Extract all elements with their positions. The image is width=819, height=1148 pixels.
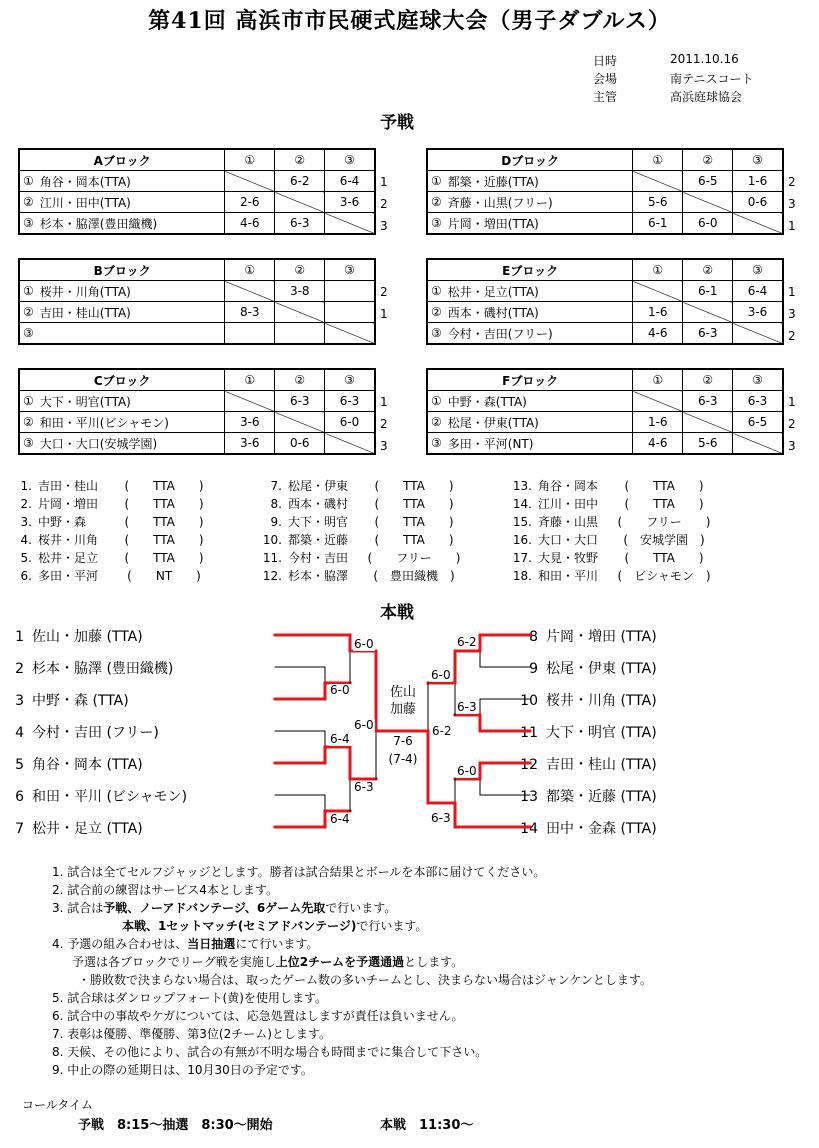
col-header: ② xyxy=(275,259,325,281)
note-emphasis: 予戦、ノーアドバンテージ、6ゲーム先取 xyxy=(103,901,326,915)
block-rank: 2 xyxy=(788,417,796,431)
score-cell: 6-1 xyxy=(683,281,733,302)
block-rank: 3 xyxy=(788,197,796,211)
seed-org: ( フリー ) xyxy=(617,515,711,529)
row-number: ② xyxy=(427,302,445,323)
seed-number: 14. xyxy=(512,497,532,511)
note-number: 3. xyxy=(52,901,64,915)
bracket-score: 6-3 xyxy=(354,780,374,794)
seed-team: 西本・磯村 xyxy=(288,497,349,511)
seed-number: 18. xyxy=(512,569,532,583)
seed-org: ( フリー ) xyxy=(367,551,461,565)
team-name: 中野・森(TTA) xyxy=(445,391,633,412)
note-number: 2. xyxy=(52,883,64,897)
draw-number: 14 xyxy=(520,821,538,837)
draw-number: 2 xyxy=(15,661,24,677)
seed-team: 松尾・伊東 xyxy=(288,479,349,493)
seed-org: ( TTA ) xyxy=(124,497,204,511)
block-name: Aブロック xyxy=(19,149,225,171)
score-cell: 6-5 xyxy=(733,412,783,433)
note-text: 表彰は優勝、準優勝、第3位(2チーム)とします。 xyxy=(67,1027,331,1041)
seed-number: 2. xyxy=(20,497,32,511)
score-cell: 8-3 xyxy=(225,302,275,323)
col-header: ① xyxy=(633,149,683,171)
seed-team: 中野・森 xyxy=(38,515,87,529)
seed-org: ( ビシャモン ) xyxy=(617,569,711,583)
note-text: 試合前の練習はサービス4本とします。 xyxy=(67,883,278,897)
bracket-score: 6-3 xyxy=(431,811,451,825)
block-rank: 1 xyxy=(380,175,388,189)
row-number: ① xyxy=(19,281,37,302)
info-host-label: 主管 xyxy=(593,90,618,104)
score-cell: 1-6 xyxy=(733,171,783,192)
seed-org: ( NT ) xyxy=(127,569,201,583)
seed-number: 9. xyxy=(270,515,282,529)
block-rank: 1 xyxy=(788,285,796,299)
score-cell: 1-6 xyxy=(633,302,683,323)
block-name: Cブロック xyxy=(19,369,225,391)
score-cell: 5-6 xyxy=(683,433,733,455)
note-number: 7. xyxy=(52,1027,64,1041)
info-host-value: 高浜庭球協会 xyxy=(670,90,743,104)
col-header: ② xyxy=(683,149,733,171)
note-number: 9. xyxy=(52,1063,64,1077)
seed-team: 吉田・桂山 xyxy=(38,479,99,493)
note-text: 試合中の事故やケガについては、応急処置はしますが責任は負いません。 xyxy=(67,1009,464,1023)
draw-team: 中野・森 (TTA) xyxy=(32,693,129,709)
col-header: ① xyxy=(225,369,275,391)
seed-org: ( TTA ) xyxy=(374,479,454,493)
team-name: 和田・平川(ビシャモン) xyxy=(37,412,225,433)
block-rank: 3 xyxy=(788,439,796,453)
draw-team: 今村・吉田 (フリー) xyxy=(32,725,159,741)
prelim-heading: 予戦 xyxy=(380,113,414,133)
note-line xyxy=(52,1043,487,1060)
col-header: ② xyxy=(275,149,325,171)
draw-team: 桜井・川角 (TTA) xyxy=(546,693,657,709)
draw-team: 松井・足立 (TTA) xyxy=(32,821,143,837)
score-cell: 6-1 xyxy=(633,213,683,235)
seed-number: 8. xyxy=(270,497,282,511)
draw-number: 12 xyxy=(520,757,538,773)
final-score: 7-6 xyxy=(393,734,413,748)
block-rank: 1 xyxy=(788,395,796,409)
row-number: ① xyxy=(19,391,37,412)
seed-team: 杉本・脇澤 xyxy=(288,569,349,583)
note-text: で行います。 xyxy=(325,901,397,915)
seed-number: 4. xyxy=(20,533,32,547)
note-line xyxy=(78,971,652,988)
note-number: 4. xyxy=(52,937,64,951)
score-cell: 6-0 xyxy=(683,213,733,235)
block-rank: 2 xyxy=(788,329,796,343)
block-rank: 2 xyxy=(380,197,388,211)
champion-name-1: 佐山 xyxy=(389,685,416,700)
seed-team: 桜井・川角 xyxy=(38,533,99,547)
note-line xyxy=(52,1025,331,1042)
block-rank: 2 xyxy=(380,285,388,299)
draw-team: 都築・近藤 (TTA) xyxy=(546,789,657,805)
draw-team: 田中・金森 (TTA) xyxy=(546,821,657,837)
row-number: ② xyxy=(427,192,445,213)
team-name: 吉田・桂山(TTA) xyxy=(37,302,225,323)
row-number: ① xyxy=(427,391,445,412)
call-time-label: コールタイム xyxy=(22,1098,94,1112)
seed-org: ( TTA ) xyxy=(624,497,704,511)
team-name: 松井・足立(TTA) xyxy=(445,281,633,302)
score-cell: 1-6 xyxy=(633,412,683,433)
seed-org: ( TTA ) xyxy=(374,533,454,547)
note-line xyxy=(52,881,278,898)
call-time-prelim: 予戦 8:15～抽選 8:30～開始 xyxy=(78,1118,273,1133)
score-cell: 6-3 xyxy=(683,391,733,412)
block-rank: 3 xyxy=(788,307,796,321)
note-text: 試合球はダンロップフォート(黄)を使用します。 xyxy=(67,991,327,1005)
seed-org: ( TTA ) xyxy=(374,497,454,511)
col-header: ① xyxy=(633,259,683,281)
draw-number: 10 xyxy=(520,693,538,709)
draw-team: 佐山・加藤 (TTA) xyxy=(32,629,143,645)
row-number: ③ xyxy=(19,323,37,345)
team-name: 片岡・増田(TTA) xyxy=(445,213,633,235)
seed-number: 16. xyxy=(512,533,532,547)
seed-org: ( TTA ) xyxy=(124,479,204,493)
info-venue-value: 南テニスコート xyxy=(670,72,754,86)
score-cell: 3-6 xyxy=(225,412,275,433)
note-line xyxy=(52,935,318,952)
draw-team: 大下・明官 (TTA) xyxy=(546,725,657,741)
seed-team: 江川・田中 xyxy=(538,497,599,511)
note-text: 試合は xyxy=(67,901,104,915)
draw-number: 3 xyxy=(15,693,24,709)
seed-number: 1. xyxy=(20,479,32,493)
draw-team: 吉田・桂山 (TTA) xyxy=(546,757,657,773)
row-number: ③ xyxy=(427,433,445,455)
seed-team: 大口・大口 xyxy=(538,533,599,547)
score-cell: 6-5 xyxy=(683,171,733,192)
seed-org: ( 豊田織機 ) xyxy=(373,569,455,583)
team-name: 江川・田中(TTA) xyxy=(37,192,225,213)
note-text: 中止の際の延期日は、10月30日の予定です。 xyxy=(67,1063,313,1077)
note-line xyxy=(52,899,396,916)
block-rank: 3 xyxy=(380,439,388,453)
block-rank: 1 xyxy=(788,219,796,233)
seed-number: 11. xyxy=(262,551,282,565)
col-header: ③ xyxy=(325,369,375,391)
note-number: 5. xyxy=(52,991,64,1005)
draw-team: 和田・平川 (ビシャモン) xyxy=(32,789,188,805)
draw-number: 9 xyxy=(529,661,538,677)
col-header: ③ xyxy=(733,149,783,171)
row-number: ② xyxy=(19,412,37,433)
seed-team: 和田・平川 xyxy=(538,569,599,583)
info-date-value: 2011.10.16 xyxy=(670,52,739,66)
call-time-main: 本戦 11:30～ xyxy=(380,1118,474,1133)
team-name: 今村・吉田(フリー) xyxy=(445,323,633,345)
col-header: ① xyxy=(225,259,275,281)
draw-number: 5 xyxy=(15,757,24,773)
seed-number: 12. xyxy=(262,569,282,583)
row-number: ③ xyxy=(19,433,37,455)
note-text: 天候、その他により、試合の有無が不明な場合も時間までに集合して下さい。 xyxy=(67,1045,488,1059)
bracket-score: 6-0 xyxy=(354,718,374,732)
col-header: ③ xyxy=(325,149,375,171)
note-text: にて行います。 xyxy=(235,937,319,951)
block-rank: 2 xyxy=(380,417,388,431)
note-line xyxy=(72,953,463,970)
block-name: Eブロック xyxy=(427,259,633,281)
score-cell: 0-6 xyxy=(733,192,783,213)
note-text: とします。 xyxy=(404,955,464,969)
seed-org: ( TTA ) xyxy=(124,533,204,547)
note-line xyxy=(122,917,427,934)
seed-number: 17. xyxy=(512,551,532,565)
seed-number: 13. xyxy=(512,479,532,493)
col-header: ① xyxy=(225,149,275,171)
draw-number: 13 xyxy=(520,789,538,805)
col-header: ③ xyxy=(325,259,375,281)
seed-org: ( 安城学園 ) xyxy=(623,533,705,547)
draw-number: 6 xyxy=(15,789,24,805)
final-tiebreak: (7-4) xyxy=(388,752,418,766)
score-cell: 6-3 xyxy=(733,391,783,412)
score-cell: 3-6 xyxy=(225,433,275,455)
seed-team: 多田・平河 xyxy=(38,569,99,583)
score-cell: 4-6 xyxy=(225,213,275,235)
score-cell: 6-3 xyxy=(325,391,375,412)
note-number: 1. xyxy=(52,865,64,879)
row-number: ① xyxy=(19,171,37,192)
block-rank: 1 xyxy=(380,395,388,409)
info-date-label: 日時 xyxy=(593,54,618,68)
seed-org: ( TTA ) xyxy=(624,551,704,565)
seed-team: 角谷・岡本 xyxy=(538,479,599,493)
draw-team: 片岡・増田 (TTA) xyxy=(546,629,657,645)
seed-team: 大見・牧野 xyxy=(538,551,599,565)
note-line xyxy=(52,1061,313,1078)
note-line xyxy=(52,989,327,1006)
team-name: 大口・大口(安城学園) xyxy=(37,433,225,455)
bracket-score: 6-0 xyxy=(354,637,374,651)
score-cell: 3-8 xyxy=(275,281,325,302)
draw-number: 4 xyxy=(15,725,24,741)
note-text: ・勝敗数で決まらない場合は、取ったゲーム数の多いチームとし、決まらない場合はジャンケンとします。 xyxy=(78,973,652,987)
seed-number: 7. xyxy=(270,479,282,493)
score-cell: 3-6 xyxy=(733,302,783,323)
page-title: 第41回 高浜市市民硬式庭球大会（男子ダブルス） xyxy=(148,8,671,34)
bracket-score: 6-0 xyxy=(330,683,350,697)
score-cell: 6-3 xyxy=(683,323,733,345)
note-number: 6. xyxy=(52,1009,64,1023)
bracket-score: 6-4 xyxy=(330,732,350,746)
note-emphasis: 上位2チームを予選通過 xyxy=(275,955,405,969)
seed-org: ( TTA ) xyxy=(624,479,704,493)
note-text: 予選は各ブロックでリーグ戦を実施し xyxy=(72,955,276,969)
row-number: ③ xyxy=(19,213,37,235)
note-line xyxy=(52,863,545,880)
seed-number: 15. xyxy=(512,515,532,529)
block-name: Dブロック xyxy=(427,149,633,171)
col-header: ① xyxy=(633,369,683,391)
note-text: で行います。 xyxy=(356,919,428,933)
team-name: 大下・明官(TTA) xyxy=(37,391,225,412)
score-cell: 3-6 xyxy=(325,192,375,213)
row-number: ① xyxy=(427,171,445,192)
bracket-score: 6-0 xyxy=(431,668,451,682)
col-header: ② xyxy=(275,369,325,391)
col-header: ③ xyxy=(733,369,783,391)
row-number: ③ xyxy=(427,213,445,235)
seed-number: 3. xyxy=(20,515,32,529)
score-cell: 4-6 xyxy=(633,323,683,345)
main-heading: 本戦 xyxy=(380,603,414,623)
champion-name-2: 加藤 xyxy=(389,702,416,717)
team-name: 桜井・川角(TTA) xyxy=(37,281,225,302)
note-number: 8. xyxy=(52,1045,64,1059)
draw-number: 11 xyxy=(520,725,538,741)
seed-team: 斉藤・山黒 xyxy=(538,515,599,529)
bracket-score: 6-0 xyxy=(457,764,477,778)
score-cell: 4-6 xyxy=(633,433,683,455)
score-cell: 6-4 xyxy=(325,171,375,192)
note-text: 試合は全てセルフジャッジとします。勝者は試合結果とボールを本部に届けてください。 xyxy=(67,865,546,879)
team-name: 西本・磯村(TTA) xyxy=(445,302,633,323)
block-rank: 2 xyxy=(788,175,796,189)
draw-number: 8 xyxy=(529,629,538,645)
row-number: ③ xyxy=(427,323,445,345)
block-name: Fブロック xyxy=(427,369,633,391)
row-number: ② xyxy=(427,412,445,433)
score-cell: 5-6 xyxy=(633,192,683,213)
score-cell: 2-6 xyxy=(225,192,275,213)
seed-team: 片岡・増田 xyxy=(38,497,99,511)
note-emphasis: 当日抽選 xyxy=(187,937,236,951)
info-venue-label: 会場 xyxy=(593,72,618,86)
score-cell: 6-3 xyxy=(275,391,325,412)
team-name: 多田・平河(NT) xyxy=(445,433,633,455)
seed-number: 5. xyxy=(20,551,32,565)
draw-number: 1 xyxy=(15,629,24,645)
seed-org: ( TTA ) xyxy=(124,515,204,529)
score-cell: 6-4 xyxy=(733,281,783,302)
col-header: ③ xyxy=(733,259,783,281)
team-name: 都築・近藤(TTA) xyxy=(445,171,633,192)
note-line xyxy=(52,1007,464,1024)
seed-team: 大下・明官 xyxy=(288,515,349,529)
seed-team: 都築・近藤 xyxy=(288,533,349,547)
score-cell: 0-6 xyxy=(275,433,325,455)
seed-org: ( TTA ) xyxy=(124,551,204,565)
bracket-score: 6-3 xyxy=(457,700,477,714)
col-header: ② xyxy=(683,259,733,281)
note-emphasis: 本戦、1セットマッチ(セミアドバンテージ) xyxy=(122,919,357,933)
block-rank: 1 xyxy=(380,307,388,321)
bracket-score: 6-2 xyxy=(432,724,452,738)
team-name: 斉藤・山黒(フリー) xyxy=(445,192,633,213)
draw-team: 角谷・岡本 (TTA) xyxy=(32,757,143,773)
draw-team: 松尾・伊東 (TTA) xyxy=(546,661,657,677)
draw-number: 7 xyxy=(15,821,24,837)
team-name: 松尾・伊東(TTA) xyxy=(445,412,633,433)
block-name: Bブロック xyxy=(19,259,225,281)
row-number: ① xyxy=(427,281,445,302)
score-cell: 6-2 xyxy=(275,171,325,192)
seed-team: 今村・吉田 xyxy=(288,551,349,565)
seed-number: 6. xyxy=(20,569,32,583)
seed-number: 10. xyxy=(262,533,282,547)
team-name: 杉本・脇澤(豊田織機) xyxy=(37,213,225,235)
seed-org: ( TTA ) xyxy=(374,515,454,529)
block-rank: 3 xyxy=(380,219,388,233)
row-number: ② xyxy=(19,192,37,213)
team-name: 角谷・岡本(TTA) xyxy=(37,171,225,192)
seed-team: 松井・足立 xyxy=(38,551,99,565)
col-header: ② xyxy=(683,369,733,391)
draw-team: 杉本・脇澤 (豊田織機) xyxy=(32,661,174,677)
score-cell: 6-3 xyxy=(275,213,325,235)
row-number: ② xyxy=(19,302,37,323)
note-text: 予選の組み合わせは、 xyxy=(67,937,188,951)
score-cell: 6-0 xyxy=(325,412,375,433)
bracket-score: 6-4 xyxy=(330,812,350,826)
bracket-score: 6-2 xyxy=(457,635,477,649)
